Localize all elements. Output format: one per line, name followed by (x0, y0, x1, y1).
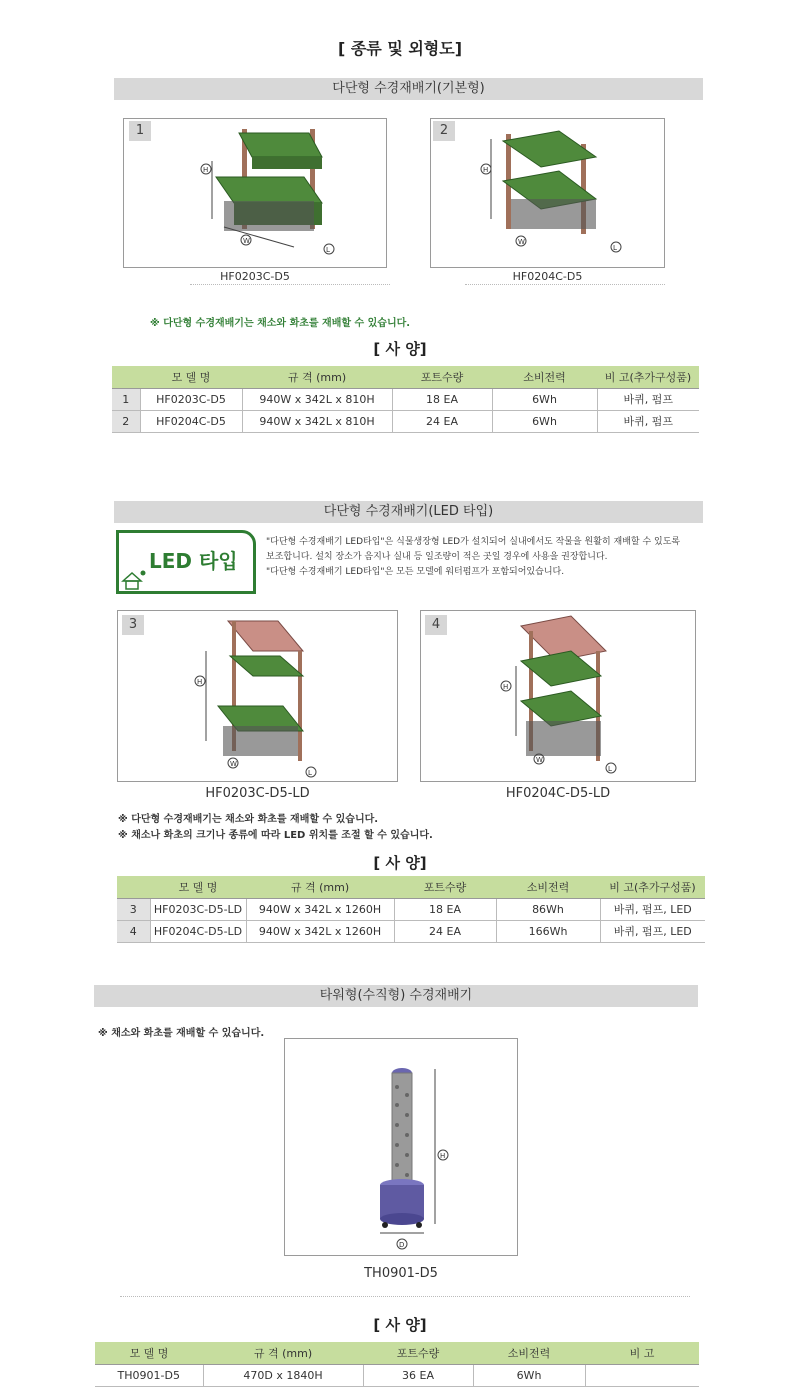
table-cell: 940W x 342L x 1260H (246, 898, 394, 920)
col-header: 규 격 (mm) (203, 1342, 363, 1364)
table-row (117, 898, 705, 920)
led-desc-line: "다단형 수경재배기 LED타입"은 식물생장형 LED가 설치되어 실내에서도 작물을 원활히 재배할 수 있도록 (266, 537, 681, 547)
unit-drawing-hf0204c-ld (421, 611, 697, 783)
unit-drawing-hf0203c-ld (118, 611, 399, 783)
table-cell: 470D x 1840H (203, 1364, 363, 1386)
dim-w: W (243, 237, 250, 245)
figure-box-1 (123, 118, 387, 268)
table-cell: 940W x 342L x 1260H (246, 920, 394, 942)
dim-l: L (326, 246, 330, 254)
figure-box-2 (430, 118, 665, 268)
table-cell: 18 EA (392, 388, 492, 410)
led-desc-line: "다단형 수경재배기 LED타입"은 모든 모델에 워터펌프가 포함되어있습니다. (266, 567, 565, 577)
dim-h: H (440, 1152, 446, 1160)
figure-number: 2 (433, 121, 455, 141)
divider (465, 284, 665, 285)
section-bar-led: 다단형 수경재배기(LED 타입) (114, 501, 703, 523)
table-row (95, 1364, 699, 1386)
note-tower: ※ 채소와 화초를 재배할 수 있습니다. (98, 1028, 265, 1039)
figure-box-tower (284, 1038, 518, 1256)
table-cell: 18 EA (394, 898, 496, 920)
dim-h: H (483, 166, 489, 174)
table-cell: HF0204C-D5 (140, 410, 242, 432)
table-cell (585, 1364, 699, 1386)
figure-number: 3 (122, 615, 144, 635)
figure-caption-1: HF0203C-D5 (220, 270, 290, 283)
table-cell: 바퀴, 펌프 (597, 388, 699, 410)
table-cell: 바퀴, 펌프, LED (600, 920, 705, 942)
spec-title-3: [ 사 양] (373, 1316, 427, 1334)
table-cell: TH0901-D5 (95, 1364, 203, 1386)
page-title: [ 종류 및 외형도] (337, 39, 463, 58)
dim-l: L (613, 244, 617, 252)
section-bar-tower: 타워형(수직형) 수경재배기 (94, 985, 698, 1007)
col-header: 모 델 명 (140, 366, 242, 388)
house-plant-icon (121, 569, 147, 591)
row-index: 4 (117, 920, 150, 942)
unit-drawing-hf0203c (124, 119, 388, 269)
dim-h: H (197, 678, 203, 686)
col-header: 포트수량 (363, 1342, 473, 1364)
led-description (266, 535, 706, 580)
table-cell: 6Wh (473, 1364, 585, 1386)
unit-drawing-hf0204c (431, 119, 666, 269)
table-row (112, 388, 699, 410)
col-header: 소비전력 (492, 366, 597, 388)
spec-table-basic (112, 366, 699, 433)
row-index: 3 (117, 898, 150, 920)
col-index (112, 366, 140, 388)
col-header: 비 고 (585, 1342, 699, 1364)
led-badge-label: LED 타입 (149, 549, 238, 573)
col-header: 소비전력 (473, 1342, 585, 1364)
figure-caption-2: HF0204C-D5 (512, 270, 583, 283)
table-cell: 6Wh (492, 410, 597, 432)
dim-h: H (503, 683, 509, 691)
table-cell: 바퀴, 펌프 (597, 410, 699, 432)
table-cell: 바퀴, 펌프, LED (600, 898, 705, 920)
col-header: 포트수량 (392, 366, 492, 388)
table-cell: 6Wh (492, 388, 597, 410)
note-led-1: ※ 다단형 수경재배기는 채소와 화초를 재배할 수 있습니다. (118, 814, 379, 825)
table-row (112, 410, 699, 432)
col-header: 비 고(추가구성품) (597, 366, 699, 388)
col-header: 소비전력 (496, 876, 600, 898)
dim-w: W (230, 760, 237, 768)
dim-h: H (203, 166, 209, 174)
table-cell: 166Wh (496, 920, 600, 942)
led-type-badge (116, 530, 256, 594)
figure-caption-3: HF0203C-D5-LD (205, 786, 310, 801)
dim-w: W (518, 238, 525, 246)
row-index: 2 (112, 410, 140, 432)
col-index (117, 876, 150, 898)
dim-d: D (399, 1241, 405, 1249)
col-header: 규 격 (mm) (242, 366, 392, 388)
col-header: 비 고(추가구성품) (600, 876, 705, 898)
figure-caption-4: HF0204C-D5-LD (505, 786, 611, 801)
col-header: 포트수량 (394, 876, 496, 898)
figure-number: 1 (129, 121, 151, 141)
spec-table-tower (95, 1342, 699, 1387)
led-desc-line: 보조합니다. 설치 장소가 음지나 실내 등 일조량이 적은 곳일 경우에 사용을 권장합니다. (266, 552, 608, 562)
col-header: 규 격 (mm) (246, 876, 394, 898)
table-cell: HF0204C-D5-LD (150, 920, 246, 942)
table-cell: 36 EA (363, 1364, 473, 1386)
table-row (117, 920, 705, 942)
table-cell: 940W x 342L x 810H (242, 410, 392, 432)
table-cell: 24 EA (392, 410, 492, 432)
col-header: 모 델 명 (95, 1342, 203, 1364)
table-cell: 24 EA (394, 920, 496, 942)
row-index: 1 (112, 388, 140, 410)
dim-w: W (536, 756, 543, 764)
table-cell: HF0203C-D5-LD (150, 898, 246, 920)
divider (120, 1296, 690, 1297)
dim-l: L (308, 769, 312, 777)
note-led-2: ※ 채소나 화초의 크기나 종류에 따라 LED 위치를 조절 할 수 있습니다. (118, 830, 433, 841)
table-cell: HF0203C-D5 (140, 388, 242, 410)
figure-box-4 (420, 610, 696, 782)
figure-number: 4 (425, 615, 447, 635)
section-bar-basic: 다단형 수경재배기(기본형) (114, 78, 703, 100)
figure-caption-tower: TH0901-D5 (364, 1266, 438, 1281)
dim-l: L (608, 765, 612, 773)
divider (190, 284, 390, 285)
col-header: 모 델 명 (150, 876, 246, 898)
spec-table-led (117, 876, 705, 943)
spec-title-2: [ 사 양] (373, 854, 427, 872)
unit-drawing-th0901 (285, 1039, 519, 1257)
table-cell: 86Wh (496, 898, 600, 920)
table-cell: 940W x 342L x 810H (242, 388, 392, 410)
figure-box-3 (117, 610, 398, 782)
note-basic: ※ 다단형 수경재배기는 채소와 화초를 재배할 수 있습니다. (150, 318, 411, 329)
spec-title-1: [ 사 양] (373, 340, 427, 358)
